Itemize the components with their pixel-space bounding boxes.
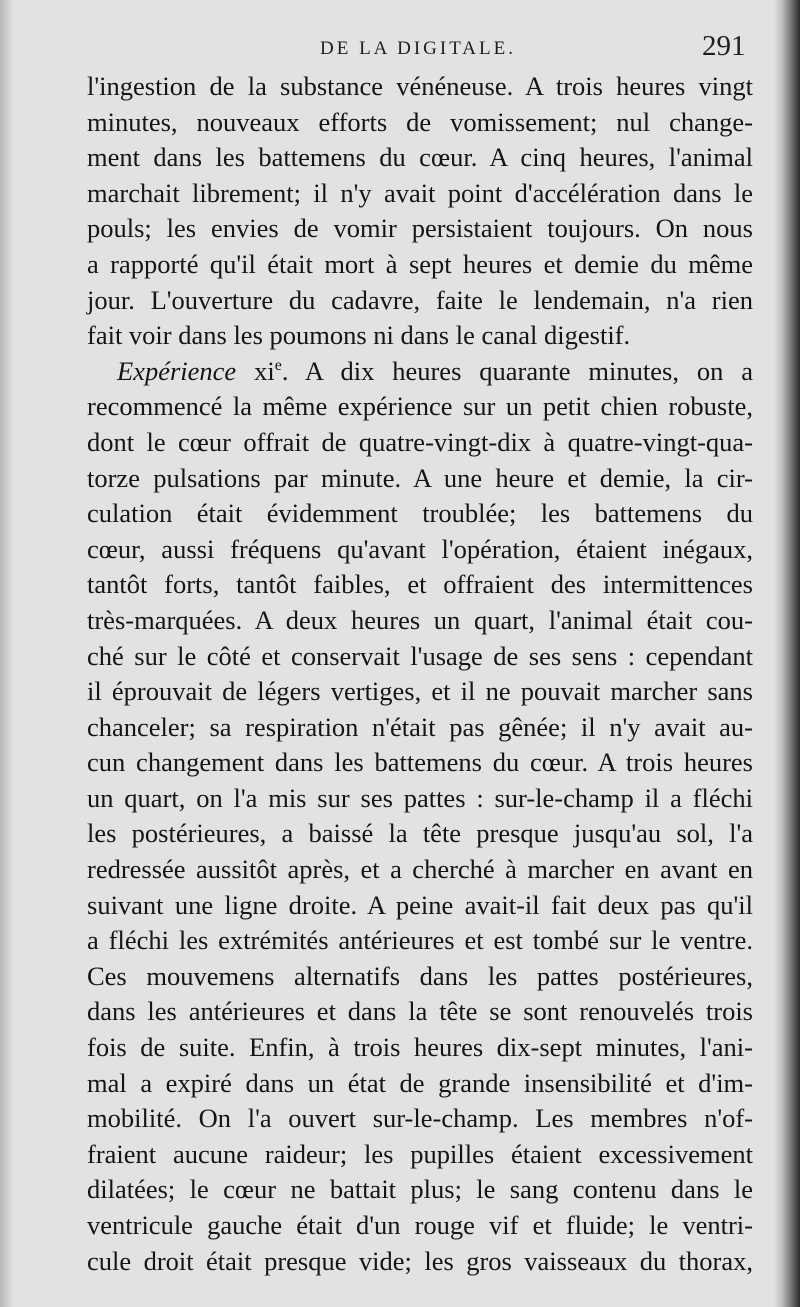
text-line: Ces mouvemens alternatifs dans les pattes postérieures, xyxy=(87,960,753,991)
experiment-heading-line xyxy=(87,354,753,390)
text-line: l'ingestion de la substance vénéneuse. A trois heures vingt xyxy=(87,71,753,101)
text-line: jour. L'ouverture du cadavre, faite le lendemain, n'a rien xyxy=(87,284,753,315)
text-line: dans les antérieures et dans la tête se sont renouvelés trois xyxy=(87,996,753,1027)
page-number: 291 xyxy=(702,30,746,62)
text-line: ment dans les battemens du cœur. A cinq heures, l'animal xyxy=(87,142,753,173)
text-line: minutes, nouveaux efforts de vomissement; nul change- xyxy=(87,106,753,137)
text-line: fois de suite. Enfin, à trois heures dix-sept minutes, l'ani- xyxy=(87,1032,753,1063)
text-line: mobilité. On l'a ouvert sur-le-champ. Les membres n'of- xyxy=(87,1103,753,1134)
page-left-shadow xyxy=(0,0,14,1307)
text-line: tantôt forts, tantôt faibles, et offraient des intermittences xyxy=(87,569,753,600)
text-line: recommencé la même expérience sur un petit chien robuste, xyxy=(87,391,753,422)
text-line: les postérieures, a baissé la tête presque jusqu'au sol, l'a xyxy=(87,818,753,849)
text-line: suivant une ligne droite. A peine avait-il fait deux pas qu'il xyxy=(87,889,753,920)
text-line: ché sur le côté et conservait l'usage de ses sens : cependant xyxy=(87,640,753,671)
text-line: cœur, aussi fréquens qu'avant l'opération, étaient inégaux, xyxy=(87,533,753,564)
text-line: torze pulsations par minute. A une heure et demie, la cir- xyxy=(87,462,753,493)
text-line: marchait librement; il n'y avait point d'accélération dans le xyxy=(87,177,753,208)
text-line: il éprouvait de légers vertiges, et il ne pouvait marcher sans xyxy=(87,676,753,707)
text-line: a fléchi les extrémités antérieures et est tombé sur le ventre. xyxy=(87,925,753,956)
body-text xyxy=(87,69,753,1279)
text-line: fait voir dans les poumons ni dans le canal digestif. xyxy=(87,320,631,351)
experiment-number: xi xyxy=(254,355,275,386)
experiment-line-rest: . A dix heures quarante minutes, on a xyxy=(281,355,754,386)
text-line: dont le cœur offrait de quatre-vingt-dix à quatre-vingt-qua- xyxy=(87,426,753,457)
text-line: fraient aucune raideur; les pupilles étaient excessivement xyxy=(87,1138,753,1169)
text-line: très-marquées. A deux heures un quart, l'animal était cou- xyxy=(87,604,753,635)
text-line: cule droit était presque vide; les gros vaisseaux du thorax, xyxy=(87,1245,753,1276)
text-line: dilatées; le cœur ne battait plus; le sang contenu dans le xyxy=(87,1174,753,1205)
page-gutter-shadow xyxy=(774,0,800,1307)
text-line: un quart, on l'a mis sur ses pattes : sur-le-champ il a fléchi xyxy=(87,782,753,813)
text-line: culation était évidemment troublée; les battemens du xyxy=(87,498,753,529)
text-line: a rapporté qu'il était mort à sept heures et demie du même xyxy=(87,248,753,279)
text-line: redressée aussitôt après, et a cherché à marcher en avant en xyxy=(87,854,753,885)
text-line: ventricule gauche était d'un rouge vif et fluide; le ventri- xyxy=(87,1210,753,1240)
text-line: mal a expiré dans un état de grande insensibilité et d'im- xyxy=(87,1067,753,1098)
experiment-label: Expérience xyxy=(117,355,237,386)
text-line: chanceler; sa respiration n'était pas gênée; il n'y avait au- xyxy=(87,711,753,742)
text-line: pouls; les envies de vomir persistaient toujours. On nous xyxy=(87,213,753,244)
experiment-superscript: e xyxy=(274,356,282,374)
running-head: DE LA DIGITALE. xyxy=(320,38,516,59)
text-line: cun changement dans les battemens du cœur. A trois heures xyxy=(87,747,753,778)
